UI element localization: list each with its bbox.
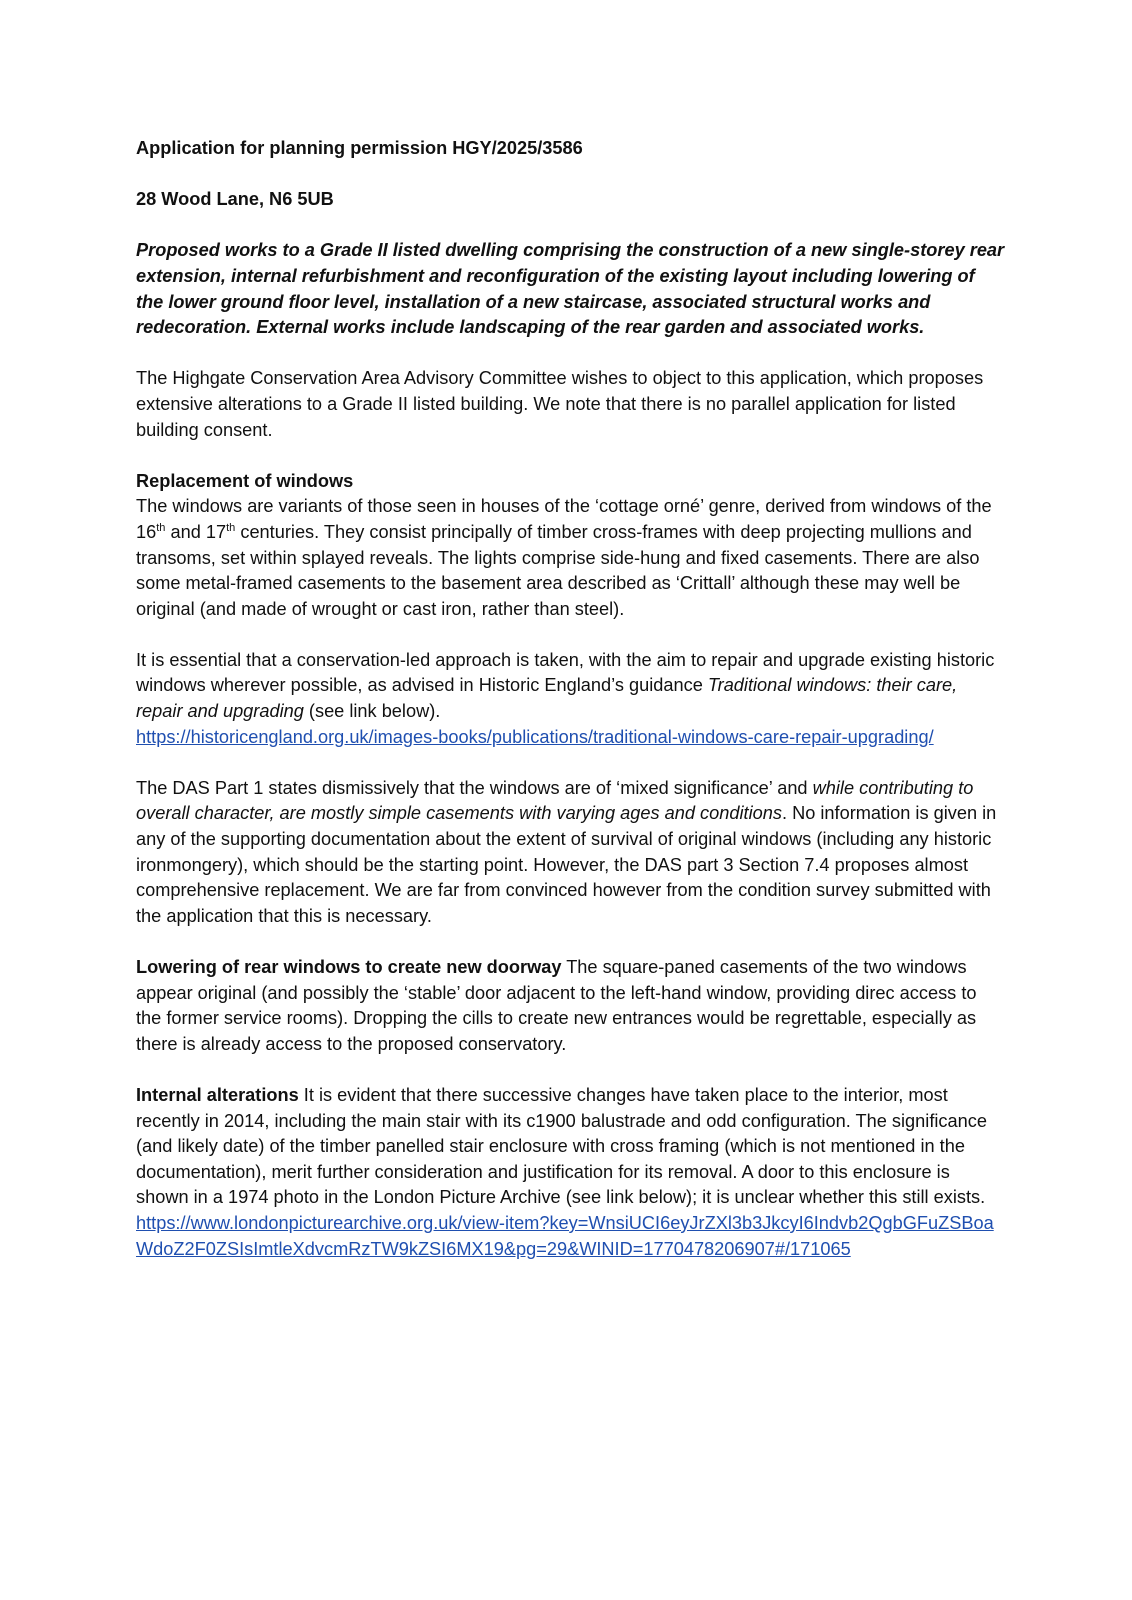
windows-paragraph-3 xyxy=(136,776,1006,930)
london-picture-archive-link[interactable]: https://www.londonpicturearchive.org.uk/view-item?key=WnsiUCI6eyJrZXl3b3JkcyI6Indvb2QgbGFuZSBoaWdoZ2F0ZSIsImtleXdvcmRzTW9kZSI6MX19&pg=29&WINID=1770478206907#/171065 xyxy=(136,1212,994,1259)
rear-windows-text: The square-paned casements of the two windows appear original (and possibly the ‘stable’ door adjacent to the left-hand window, providing direc access to the former service rooms). Dropping the cills to create new entrances would be regrettable, especially as there is already access to the proposed conservatory. xyxy=(136,957,977,1054)
windows-section xyxy=(136,469,1006,623)
intro-paragraph: The Highgate Conservation Area Advisory Committee wishes to object to this application, which proposes extensive alterations to a Grade II listed building. We note that there is no parallel application for listed building consent. xyxy=(136,368,984,440)
windows-p2-text-b: (see link below). xyxy=(303,701,441,722)
ordinal-suffix: th xyxy=(226,521,236,534)
address-heading: 28 Wood Lane, N6 5UB xyxy=(136,189,334,210)
application-heading: Application for planning permission HGY/2025/3586 xyxy=(136,138,583,158)
das-quote: while contributing to overall character, are mostly simple casements with varying ages and conditions xyxy=(136,777,974,824)
ordinal-suffix: th xyxy=(156,521,166,534)
rear-windows-paragraph xyxy=(136,955,1006,1057)
windows-paragraph-1 xyxy=(136,496,992,618)
document-page xyxy=(136,136,1006,1262)
windows-p1-text-b: and 17 xyxy=(165,521,227,542)
windows-paragraph-2 xyxy=(136,648,1006,750)
internal-alterations-heading: Internal alterations xyxy=(136,1084,299,1105)
windows-p3-text-b: . No information is given in any of the supporting documentation about the extent of survival of original windows (including any historic ironmongery), which should be the starting point. However, the DAS part 3 Section 7.4 proposes almost comprehensive replacement. We are far from convinced however from the condition survey submitted with the application that this is necessary. xyxy=(136,803,997,926)
internal-alterations-paragraph xyxy=(136,1083,1006,1262)
windows-p1-text-a: The windows are variants of those seen in houses of the ‘cottage orné’ genre, derived from windows of the 16 xyxy=(136,496,992,542)
historic-england-link[interactable]: https://historicengland.org.uk/images-books/publications/traditional-windows-care-repair-upgrading/ xyxy=(136,726,934,747)
rear-windows-heading: Lowering of rear windows to create new doorway xyxy=(136,957,562,977)
windows-p2-text-a: It is essential that a conservation-led approach is taken, with the aim to repair and upgrade existing historic windows wherever possible, as advised in Historic England’s guidance xyxy=(136,649,995,696)
guidance-title: Traditional windows: their care, repair and upgrading xyxy=(136,675,958,722)
internal-alterations-text: It is evident that there successive changes have taken place to the interior, most recently in 2014, including the main stair with its c1900 balustrade and odd configuration. The significance (and likely date) of the timber panelled stair enclosure with cross framing (which is not mentioned in the documentation), merit further consideration and justification for its removal. A door to this enclosure is shown in a 1974 photo in the London Picture Archive (see link below); it is unclear whether this still exists. xyxy=(136,1084,987,1208)
windows-heading: Replacement of windows xyxy=(136,470,354,491)
windows-p3-text-a: The DAS Part 1 states dismissively that the windows are of ‘mixed significance’ and xyxy=(136,777,813,798)
windows-p1-text-c: centuries. They consist principally of timber cross-frames with deep projecting mullions and transoms, set within splayed reveals. The lights comprise side-hung and fixed casements. There are also some metal-framed casements to the basement area described as ‘Crittall’ although these may well be original (and made of wrought or cast iron, rather than steel). xyxy=(136,521,980,619)
proposal-description: Proposed works to a Grade II listed dwelling comprising the construction of a new single-storey rear extension, internal refurbishment and reconfiguration of the existing layout including lowering of the lower ground floor level, installation of a new staircase, associated structural works and redecoration. External works include landscaping of the rear garden and associated works. xyxy=(136,240,1005,338)
